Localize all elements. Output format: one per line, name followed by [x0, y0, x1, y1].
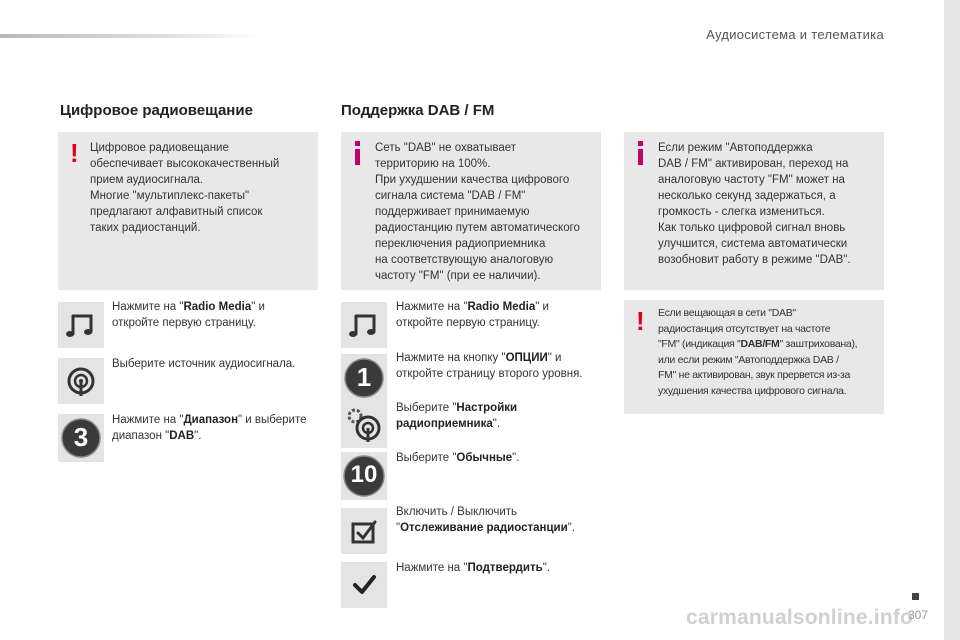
warning-text: Если вещающая в сети "DAB" радиостанция отсутствует на частоте "FM" (индикация "DAB/FM" заштрихована), или если режим "Автоподдержка DAB / FM" не активирован, звук прервется из-за ухудшения качества цифрового сигнала. — [658, 307, 858, 397]
step-text: Включить / Выключить "Отслеживание радиостанции". — [396, 506, 575, 534]
warning-icon: ! — [636, 306, 645, 336]
section-title-digital-radio: Цифровое радиовещание — [60, 102, 253, 119]
music-note-icon — [341, 302, 387, 348]
page-number: 307 — [908, 608, 929, 622]
header-bar — [0, 34, 260, 38]
number-1-icon: 1 — [341, 354, 387, 402]
step-text: Нажмите на "Radio Media" и откройте первую страницу. — [112, 301, 265, 329]
step-text: Нажмите на кнопку "ОПЦИИ" и откройте страницу второго уровня. — [396, 352, 583, 380]
step-text: Выберите "Настройки радиоприемника". — [396, 402, 518, 430]
step-text: Нажмите на "Radio Media" и откройте первую страницу. — [396, 301, 549, 329]
info-note-digital-radio — [58, 132, 318, 290]
step-text: Нажмите на "Диапазон" и выберите диапазон "DAB". — [112, 414, 307, 442]
info-icon — [634, 140, 648, 166]
warning-icon: ! — [70, 138, 79, 168]
music-note-icon — [58, 302, 104, 348]
checkmark-icon — [341, 562, 387, 608]
radio-source-icon — [58, 358, 104, 404]
settings-radio-icon — [341, 402, 387, 448]
page-marker — [912, 593, 919, 600]
checkbox-icon — [341, 508, 387, 554]
step-text: Выберите источник аудиосигнала. — [112, 358, 296, 370]
note-text: Цифровое радиовещание обеспечивает высококачественный прием аудиосигнала. Многие "мультиплекс-пакеты" предлагают алфавитный список таких радиостанций. — [90, 142, 280, 234]
note-text: Если режим "Автоподдержка DAB / FM" активирован, переход на аналоговую частоту "FM" может на несколько секунд задержаться, а громкость - слегка измениться. Как только цифровой сигнал вновь улучшится, система автоматически возобновит работу в режиме "DAB". — [658, 142, 851, 266]
warning-note-dab-fm — [624, 300, 884, 414]
chapter-title: Аудиосистема и телематика — [706, 27, 884, 42]
info-icon — [351, 140, 365, 166]
note-text: Сеть "DAB" не охватывает территорию на 100%. При ухудшении качества цифрового сигнала система "DAB / FM" поддерживает принимаемую радиостанцию путем автоматического переключения радиоприемника на соответствующую аналоговую частоту "FM" (при ее наличии). — [375, 142, 580, 282]
watermark: carmanualsonline.info — [686, 606, 914, 629]
section-title-dab-fm: Поддержка DAB / FM — [341, 102, 495, 119]
page-edge-strip — [944, 0, 960, 640]
number-3-icon: 3 — [58, 414, 104, 462]
step-text: Нажмите на "Подтвердить". — [396, 562, 550, 574]
step-text: Выберите "Обычные". — [396, 452, 520, 464]
info-note-autosupport — [624, 132, 884, 290]
info-note-dab-fm — [341, 132, 601, 290]
number-10-icon: 10 — [341, 452, 387, 500]
